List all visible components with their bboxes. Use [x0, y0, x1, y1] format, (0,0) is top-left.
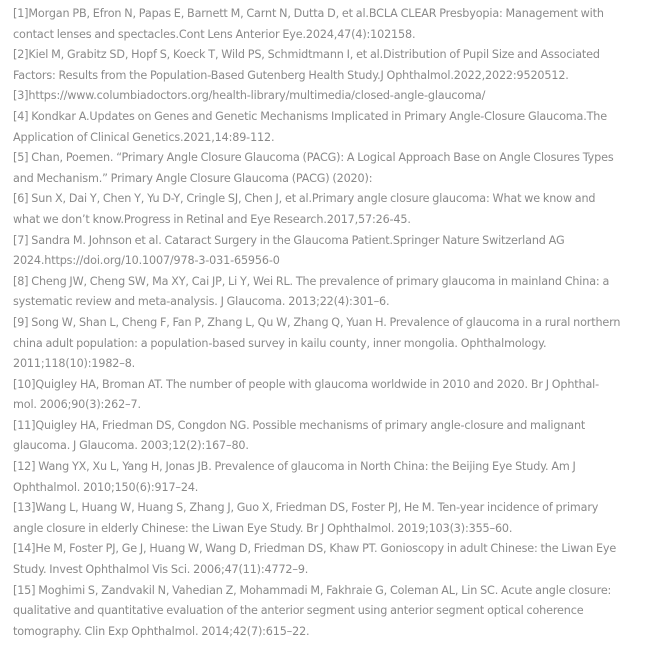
reference-line: [13]Wang L, Huang W, Huang S, Zhang J, Guo X, Friedman DS, Foster PJ, He M. Ten-year incidence of primary [13, 501, 599, 515]
reference-entry [13, 189, 655, 230]
reference-entry [13, 107, 655, 148]
reference-line: [14]He M, Foster PJ, Ge J, Huang W, Wang D, Friedman DS, Khaw PT. Gonioscopy in adult Chinese: the Liwan Eye [13, 542, 617, 556]
reference-line: 2011;118(10):1982–8. [13, 357, 136, 371]
reference-line: [8] Cheng JW, Cheng SW, Ma XY, Cai JP, Li Y, Wei RL. The prevalence of primary glaucoma in mainland China: a [13, 274, 610, 288]
reference-line: qualitative and quantitative evaluation of the anterior segment using anterior segment optical coherence [13, 604, 584, 618]
reference-line: [7] Sandra M. Johnson et al. Cataract Surgery in the Glaucoma Patient.Springer Nature Switzerland AG [13, 233, 565, 247]
reference-line: 2024.https://doi.org/10.1007/978-3-031-65956-0 [13, 254, 280, 268]
reference-line: Factors: Results from the Population-Based Gutenberg Health Study.J Ophthalmol.2022,2022:9520512. [13, 68, 569, 82]
reference-line: [11]Quigley HA, Friedman DS, Congdon NG. Possible mechanisms of primary angle-closure and malignant [13, 418, 586, 432]
reference-entry [13, 231, 655, 272]
reference-line: [9] Song W, Shan L, Cheng F, Fan P, Zhang L, Qu W, Zhang Q, Yuan H. Prevalence of glaucoma in a rural northern [13, 315, 621, 329]
reference-line: [3]https://www.columbiadoctors.org/health-library/multimedia/closed-angle-glaucoma/ [13, 89, 486, 103]
reference-entry [13, 457, 655, 498]
reference-list [13, 4, 655, 642]
reference-line: [15] Moghimi S, Zandvakil N, Vahedian Z, Mohammadi M, Fakhraie G, Coleman AL, Lin SC. Acute angle closure: [13, 583, 612, 597]
reference-line: Application of Clinical Genetics.2021,14:89-112. [13, 130, 275, 144]
reference-line: Ophthalmol. 2010;150(6):917–24. [13, 480, 199, 494]
reference-line: mol. 2006;90(3):262–7. [13, 398, 141, 412]
reference-entry [13, 498, 655, 539]
reference-entry [13, 416, 655, 457]
reference-line: contact lenses and spectacles.Cont Lens Anterior Eye.2024,47(4):102158. [13, 27, 416, 41]
reference-line: angle closure in elderly Chinese: the Liwan Eye Study. Br J Ophthalmol. 2019;103(3):355–60. [13, 521, 513, 535]
reference-line: [4] Kondkar A.Updates on Genes and Genetic Mechanisms Implicated in Primary Angle-Closure Glaucoma.The [13, 109, 607, 123]
reference-line: [1]Morgan PB, Efron N, Papas E, Barnett M, Carnt N, Dutta D, et al.BCLA CLEAR Presbyopia: Management with [13, 7, 604, 20]
reference-line: [12] Wang YX, Xu L, Yang H, Jonas JB. Prevalence of glaucoma in North China: the Beijing Eye Study. Am J [13, 460, 576, 474]
reference-entry [13, 272, 655, 313]
reference-entry [13, 86, 655, 107]
reference-line: china adult population: a population-based survey in kailu county, inner mongolia. Ophthalmology. [13, 336, 547, 350]
reference-line: [2]Kiel M, Grabitz SD, Hopf S, Koeck T, Wild PS, Schmidtmann I, et al.Distribution of Pupil Size and Associated [13, 48, 600, 62]
reference-line: [6] Sun X, Dai Y, Chen Y, Yu D-Y, Cringle SJ, Chen J, et al.Primary angle closure glaucoma: What we know and [13, 192, 596, 206]
reference-line: tomography. Clin Exp Ophthalmol. 2014;42(7):615–22. [13, 624, 310, 638]
reference-line: what we don’t know.Progress in Retinal and Eye Research.2017,57:26-45. [13, 212, 411, 226]
reference-line: [5] Chan, Poemen. “Primary Angle Closure Glaucoma (PACG): A Logical Approach Base on Angle Closures Types [13, 151, 614, 165]
reference-line: systematic review and meta-analysis. J Glaucoma. 2013;22(4):301–6. [13, 295, 390, 309]
reference-entry [13, 539, 655, 580]
reference-entry [13, 581, 655, 643]
reference-entry [13, 4, 655, 45]
reference-entry [13, 45, 655, 86]
reference-line: [10]Quigley HA, Broman AT. The number of people with glaucoma worldwide in 2010 and 2020. Br J Ophthal- [13, 377, 600, 391]
reference-line: Study. Invest Ophthalmol Vis Sci. 2006;47(11):4772–9. [13, 563, 309, 577]
reference-entry [13, 148, 655, 189]
reference-entry [13, 313, 655, 375]
reference-line: glaucoma. J Glaucoma. 2003;12(2):167–80. [13, 439, 249, 453]
reference-entry [13, 375, 655, 416]
reference-line: and Mechanism.” Primary Angle Closure Glaucoma (PACG) (2020): [13, 171, 373, 185]
